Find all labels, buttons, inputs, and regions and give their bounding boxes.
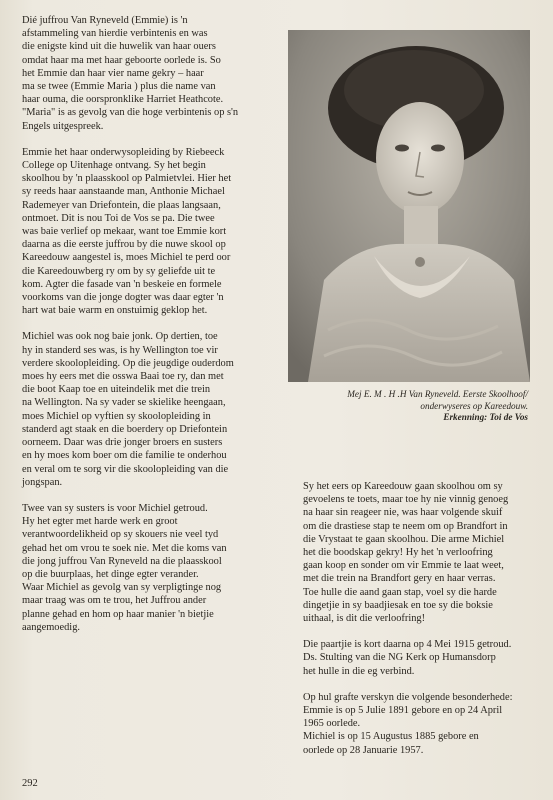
text-line: ontmoet. Dit is nou Toi de Vos se pa. Die twee bbox=[22, 212, 215, 224]
text-line: en veral om te sorg vir die skoolopleiding van die bbox=[22, 463, 229, 475]
text-line: oorlede op 28 Januarie 1957. bbox=[303, 744, 424, 756]
text-line: na haar sin reageer nie, was haar volgende skuif bbox=[303, 507, 503, 519]
text-line: omdat haar ma met haar geboorte oorlede is. So bbox=[22, 54, 221, 66]
text-line: afstammeling van hierdie verbintenis en was bbox=[22, 28, 208, 40]
text-line: dingetjie in sy baadjiesak en toe sy die boksie bbox=[303, 599, 493, 611]
paragraph bbox=[303, 638, 539, 678]
text-line: gevoelens te toets, maar toe hy nie vinnig genoeg bbox=[303, 494, 509, 506]
text-line: Dié juffrou Van Ryneveld (Emmie) is 'n bbox=[22, 15, 188, 26]
text-line: moes Michiel op vyftien sy skoolopleiding in bbox=[22, 410, 211, 422]
text-line: 1965 oorlede. bbox=[303, 718, 361, 730]
text-line: die Vrystaat te gaan skoolhou. Die arme Michiel bbox=[303, 533, 505, 545]
text-line: op die buurplaas, het dinge egter verander. bbox=[22, 568, 199, 580]
text-line: Sy het eers op Kareedouw gaan skoolhou om sy bbox=[303, 481, 503, 492]
text-line: die Kareedouwberg ry om by sy geliefde uit te bbox=[22, 265, 216, 277]
text-line: en hy moes kom boer om die familie te onderhou bbox=[22, 450, 227, 462]
text-line: Kareedouw aangestel is, moes Michiel te perd oor bbox=[22, 252, 231, 264]
text-line: uithaal, is dit die verloofring! bbox=[303, 613, 426, 625]
text-line: aangemoedig. bbox=[22, 621, 80, 633]
text-line: College op Uitenhage ontvang. Sy het begin bbox=[22, 160, 206, 172]
text-line: standerd agt staak en die boerdery op Driefontein bbox=[22, 423, 228, 435]
text-line: Engels uitgespreek. bbox=[22, 120, 104, 132]
text-line: Ds. Stulting van die NG Kerk op Humansdorp bbox=[303, 652, 496, 664]
text-line: gaan koop en sonder om vir Emmie te laat weet, bbox=[303, 560, 504, 572]
paragraph bbox=[22, 14, 284, 133]
text-line: verantwoordelikheid op sy skouers nie veel tyd bbox=[22, 529, 219, 541]
left-text-column bbox=[22, 14, 284, 647]
text-line: verdere skoolopleiding. Op die jeugdige ouderdom bbox=[22, 357, 234, 369]
text-line: die jong juffrou Van Ryneveld na die plaasskool bbox=[22, 555, 222, 567]
paragraph bbox=[22, 502, 284, 634]
right-text-column bbox=[303, 480, 539, 770]
text-line: daarna as die eerste juffrou by die nuwe skool op bbox=[22, 239, 226, 251]
caption-line-1: Mej E. M . H .H Van Ryneveld. Eerste Skoolhoof/ bbox=[347, 389, 528, 399]
text-line: maar traag was om te trou, het Juffrou ander bbox=[22, 595, 207, 607]
text-line: ma se twee (Emmie Maria ) plus die name van bbox=[22, 81, 216, 93]
text-line: Michiel was ook nog baie jonk. Op dertien, toe bbox=[22, 331, 218, 343]
text-line: moes hy eers met die osswa Baai toe ry, dan met bbox=[22, 371, 224, 383]
text-line: na Wellington. Na sy vader se skielike heengaan, bbox=[22, 397, 226, 409]
caption-credit: Erkenning: Toi de Vos bbox=[443, 412, 528, 423]
text-line: Rademeyer van Driefontein, die plaas langsaan, bbox=[22, 199, 221, 211]
text-line: met die trein na Brandfort gery en haar verras. bbox=[303, 573, 496, 585]
text-line: die enigste kind uit die huwelik van haar ouers bbox=[22, 41, 216, 53]
text-line: was baie verlief op mekaar, want toe Emmie kort bbox=[22, 226, 227, 238]
text-line: Op hul grafte verskyn die volgende besonderhede: bbox=[303, 691, 513, 703]
text-line: "Maria" is as gevolg van die hoge verbintenis op s'n bbox=[22, 107, 239, 119]
text-line: Toe hulle die aand gaan stap, voel sy die harde bbox=[303, 586, 497, 598]
text-line: om die drastiese stap te neem om op Brandfort in bbox=[303, 520, 508, 532]
text-line: sy reeds haar aanstaande man, Anthonie Michael bbox=[22, 186, 225, 198]
text-line: voorkoms van die jonge dogter was daar egter 'n bbox=[22, 292, 224, 304]
portrait-image bbox=[288, 30, 530, 382]
text-line: haar ouma, die oorspronklike Harriet Heathcote. bbox=[22, 94, 224, 106]
text-line: kom. Agter die fasade van 'n beskeie en formele bbox=[22, 278, 222, 290]
text-line: het Emmie dan haar vier name gekry – haar bbox=[22, 67, 204, 79]
text-line: skoolhou by 'n plaasskool op Palmietvlei. Hier het bbox=[22, 173, 232, 185]
text-line: het die boodskap gekry! Hy het 'n verloofring bbox=[303, 547, 493, 559]
paragraph bbox=[22, 146, 284, 318]
photo-caption bbox=[290, 389, 528, 424]
paragraph bbox=[303, 691, 539, 757]
text-line: Twee van sy susters is voor Michiel getroud. bbox=[22, 502, 208, 514]
page-number: 292 bbox=[22, 778, 38, 789]
caption-line-2: onderwyseres op Kareedouw. bbox=[420, 400, 528, 411]
portrait-photo bbox=[288, 30, 530, 382]
text-line: het hulle in die eg verbind. bbox=[303, 665, 415, 677]
text-line: hart wat baie warm en onstuimig geklop het. bbox=[22, 305, 208, 317]
text-line: oorneem. Daar was drie jonger broers en susters bbox=[22, 437, 223, 449]
text-line: hy in standerd ses was, is hy Wellington toe vir bbox=[22, 344, 218, 356]
text-line: gehad het om vrou te soek nie. Met die koms van bbox=[22, 542, 227, 554]
text-line: die boot Kaap toe en uiteindelik met die trein bbox=[22, 384, 211, 396]
text-line: Emmie is op 5 Julie 1891 gebore en op 24 April bbox=[303, 705, 503, 717]
text-line: jongspan. bbox=[22, 476, 63, 488]
text-line: Waar Michiel as gevolg van sy verpligtinge nog bbox=[22, 582, 222, 594]
paragraph bbox=[22, 330, 284, 488]
paragraph bbox=[303, 480, 539, 625]
text-line: Hy het egter met harde werk en groot bbox=[22, 516, 178, 528]
text-line: Emmie het haar onderwysopleiding by Riebeeck bbox=[22, 146, 225, 158]
text-line: Die paartjie is kort daarna op 4 Mei 1915 getroud. bbox=[303, 639, 512, 651]
text-line: planne gehad en hom op haar manier 'n bietjie bbox=[22, 608, 214, 620]
text-line: Michiel is op 15 Augustus 1885 gebore en bbox=[303, 731, 479, 743]
